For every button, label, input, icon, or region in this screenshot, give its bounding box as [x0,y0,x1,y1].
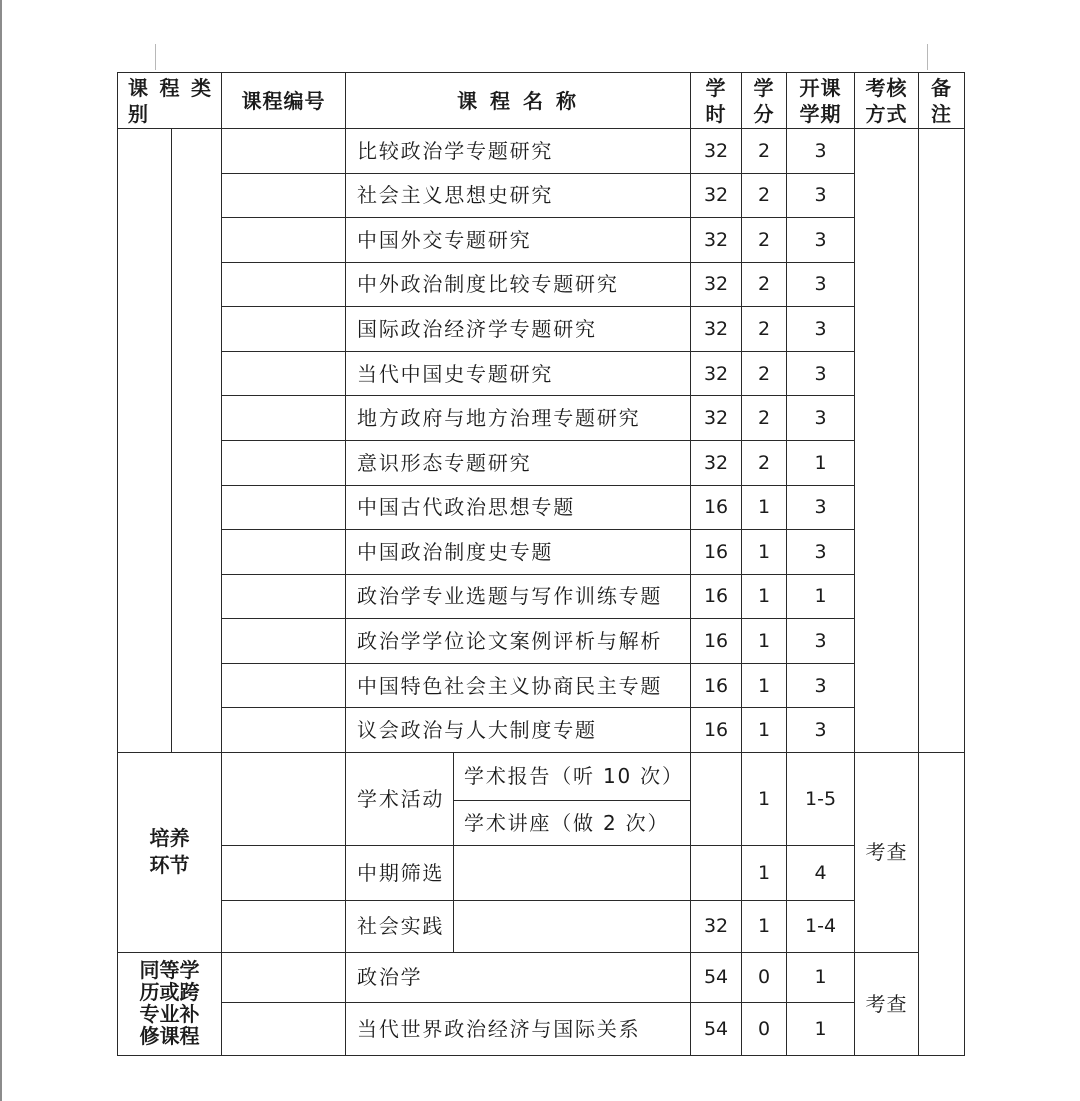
course-code-cell [222,663,346,708]
course-code-cell [222,845,346,900]
course-row [118,351,965,396]
course-row [118,708,965,753]
supplementary-hours: 54 [691,952,742,1002]
course-row [118,440,965,485]
course-hours: 32 [691,129,742,174]
course-code-cell [222,485,346,530]
supplementary-course-name: 当代世界政治经济与国际关系 [346,1002,691,1055]
header-hours [691,73,742,129]
practice-credits: 1 [742,900,787,952]
course-credits: 2 [742,173,787,218]
course-row [118,129,965,174]
training-row-practice [118,900,965,952]
course-credits: 2 [742,440,787,485]
course-hours: 16 [691,663,742,708]
course-credits: 1 [742,708,787,753]
supplementary-course-name: 政治学 [346,952,691,1002]
course-row [118,485,965,530]
midterm-credits: 1 [742,845,787,900]
course-row [118,619,965,664]
course-credits: 2 [742,396,787,441]
course-credits: 1 [742,485,787,530]
course-name: 当代中国史专题研究 [346,351,691,396]
course-code-cell [222,440,346,485]
supplementary-hours: 54 [691,1002,742,1055]
academic-item: 学术讲座（做 2 次） [454,800,691,845]
practice-label: 社会实践 [346,900,454,952]
training-label: 培养环节 [149,826,190,878]
practice-hours: 32 [691,900,742,952]
header-code: 课程编号 [222,73,346,129]
practice-detail-cell [454,900,691,952]
academic-credits: 1 [742,752,787,845]
course-term: 1 [787,574,855,619]
course-name: 国际政治经济学专题研究 [346,307,691,352]
course-code-cell [222,173,346,218]
supplementary-assessment: 考查 [855,952,919,1055]
course-name: 地方政府与地方治理专题研究 [346,396,691,441]
course-credits: 1 [742,574,787,619]
training-assessment: 考查 [855,752,919,952]
course-term: 3 [787,530,855,575]
course-name: 意识形态专题研究 [346,440,691,485]
academic-term: 1-5 [787,752,855,845]
course-code-cell [222,129,346,174]
course-row [118,574,965,619]
course-hours: 32 [691,218,742,263]
course-hours: 16 [691,530,742,575]
course-row [118,262,965,307]
course-row [118,663,965,708]
course-term: 3 [787,485,855,530]
course-row [118,307,965,352]
course-name: 社会主义思想史研究 [346,173,691,218]
course-credits: 1 [742,663,787,708]
course-credits: 2 [742,262,787,307]
course-code-cell [222,307,346,352]
course-hours: 32 [691,173,742,218]
category-cell-outer [118,129,172,753]
course-code-cell [222,530,346,575]
header-remarks [919,73,965,129]
supplementary-credits: 0 [742,952,787,1002]
course-term: 3 [787,619,855,664]
course-name: 中国特色社会主义协商民主专题 [346,663,691,708]
header-assessment-label: 考核方式 [865,75,908,126]
course-term: 3 [787,129,855,174]
course-code-cell [222,396,346,441]
course-credits: 2 [742,351,787,396]
category-cell-inner [172,129,222,753]
course-code-cell [222,351,346,396]
course-row [118,173,965,218]
course-remarks-cell [919,129,965,753]
course-term: 3 [787,663,855,708]
training-label-cell [118,752,222,952]
academic-item: 学术报告（听 10 次） [454,752,691,800]
course-term: 3 [787,396,855,441]
supplementary-term: 1 [787,952,855,1002]
course-hours: 16 [691,574,742,619]
header-credits [742,73,787,129]
course-term: 3 [787,262,855,307]
course-code-cell [222,218,346,263]
course-code-cell [222,900,346,952]
course-credits: 2 [742,218,787,263]
course-code-cell [222,952,346,1002]
header-term-label: 开课学期 [799,75,842,126]
supplementary-credits: 0 [742,1002,787,1055]
supplementary-label-cell [118,952,222,1055]
midterm-term: 4 [787,845,855,900]
course-code-cell [222,1002,346,1055]
training-row-midterm [118,845,965,900]
course-name: 政治学专业选题与写作训练专题 [346,574,691,619]
course-hours: 32 [691,396,742,441]
course-name: 比较政治学专题研究 [346,129,691,174]
practice-term: 1-4 [787,900,855,952]
supplementary-row [118,1002,965,1055]
header-remarks-label: 备注 [931,75,953,126]
header-credits-label: 学分 [753,75,775,126]
course-hours: 16 [691,708,742,753]
course-term: 3 [787,708,855,753]
course-credits: 2 [742,129,787,174]
course-hours: 32 [691,262,742,307]
course-credits: 1 [742,530,787,575]
course-row [118,396,965,441]
course-term: 3 [787,351,855,396]
academic-activity-label: 学术活动 [346,752,454,845]
midterm-label: 中期筛选 [346,845,454,900]
course-code-cell [222,262,346,307]
header-term [787,73,855,129]
lower-remarks-cell [919,752,965,1055]
course-name: 中外政治制度比较专题研究 [346,262,691,307]
course-term: 3 [787,307,855,352]
training-row-academic-report [118,752,965,800]
header-category: 课 程 类 别 [118,73,222,129]
academic-hours-cell [691,752,742,845]
course-hours: 16 [691,619,742,664]
course-name: 政治学学位论文案例评析与解析 [346,619,691,664]
course-name: 议会政治与人大制度专题 [346,708,691,753]
midterm-detail-cell [454,845,691,900]
supplementary-term: 1 [787,1002,855,1055]
course-assessment-cell [855,129,919,753]
course-term: 3 [787,218,855,263]
course-row [118,530,965,575]
course-code-cell [222,619,346,664]
course-code-cell [222,752,346,845]
course-credits: 2 [742,307,787,352]
course-hours: 32 [691,351,742,396]
header-name: 课 程 名 称 [346,73,691,129]
course-name: 中国外交专题研究 [346,218,691,263]
crop-mark-right [927,44,928,70]
header-hours-label: 学时 [705,75,727,126]
course-credits: 1 [742,619,787,664]
course-term: 1 [787,440,855,485]
course-term: 3 [787,173,855,218]
course-name: 中国政治制度史专题 [346,530,691,575]
course-hours: 32 [691,307,742,352]
header-assessment [855,73,919,129]
midterm-hours-cell [691,845,742,900]
course-hours: 32 [691,440,742,485]
header-row [118,73,965,129]
course-hours: 16 [691,485,742,530]
crop-mark-left [155,44,156,70]
course-code-cell [222,708,346,753]
page-edge-line [0,0,2,1101]
supplementary-label: 同等学历或跨专业补修课程 [139,958,200,1049]
course-row [118,218,965,263]
course-plan-table [117,72,965,1056]
course-code-cell [222,574,346,619]
course-name: 中国古代政治思想专题 [346,485,691,530]
supplementary-row [118,952,965,1002]
